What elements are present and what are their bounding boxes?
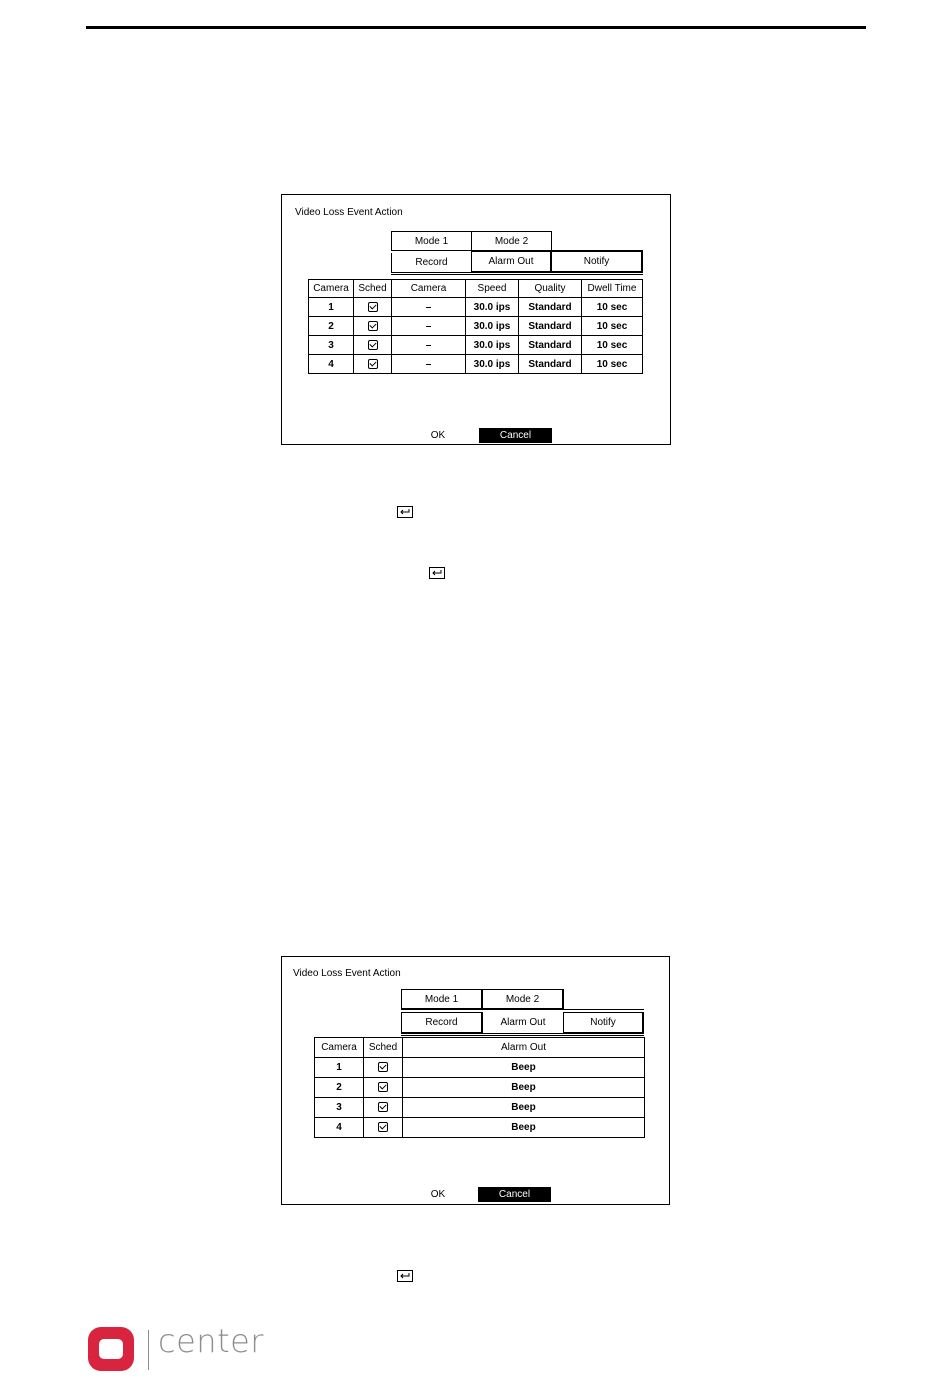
cancel-button[interactable]: Cancel (478, 1187, 551, 1202)
col-alarm-out: Alarm Out (403, 1038, 645, 1058)
alarm-out-cell[interactable]: Beep (403, 1098, 645, 1118)
alarm-out-table (314, 1037, 645, 1138)
tab-alarm-out[interactable]: Alarm Out (482, 1012, 564, 1034)
dialog-title: Video Loss Event Action (295, 207, 403, 218)
dwell-cell[interactable]: 10 sec (582, 317, 643, 336)
camera-link-cell[interactable]: – (392, 317, 466, 336)
enter-key-icon (397, 506, 413, 518)
table-row (309, 317, 643, 336)
table-row (315, 1078, 645, 1098)
dwell-cell[interactable]: 10 sec (582, 336, 643, 355)
col-quality: Quality (519, 280, 582, 298)
alarm-out-cell[interactable]: Beep (403, 1078, 645, 1098)
col-sched: Sched (354, 280, 392, 298)
enter-key-icon (397, 1270, 413, 1282)
col-camera: Camera (315, 1038, 364, 1058)
video-loss-dialog-alarm-out (281, 956, 670, 1205)
schedule-check-icon[interactable] (368, 359, 378, 369)
col-camera-link: Camera (392, 280, 466, 298)
sched-cell[interactable] (364, 1098, 403, 1118)
sched-cell[interactable] (354, 298, 392, 317)
dwell-cell[interactable]: 10 sec (582, 355, 643, 374)
camera-number: 1 (315, 1058, 364, 1078)
camera-number: 4 (315, 1118, 364, 1138)
speed-cell[interactable]: 30.0 ips (466, 336, 519, 355)
schedule-check-icon[interactable] (368, 340, 378, 350)
table-row (315, 1058, 645, 1078)
top-rule (86, 26, 866, 29)
speed-cell[interactable]: 30.0 ips (466, 317, 519, 336)
sched-cell[interactable] (354, 355, 392, 374)
schedule-check-icon[interactable] (378, 1102, 388, 1112)
tab-mode-1[interactable]: Mode 1 (401, 989, 483, 1010)
sched-cell[interactable] (364, 1118, 403, 1138)
quality-cell[interactable]: Standard (519, 317, 582, 336)
tab-base-line (401, 1035, 644, 1036)
quality-cell[interactable]: Standard (519, 355, 582, 374)
tab-notify[interactable]: Notify (551, 251, 643, 273)
table-row (309, 298, 643, 317)
schedule-check-icon[interactable] (378, 1082, 388, 1092)
speed-cell[interactable]: 30.0 ips (466, 355, 519, 374)
tab-mode-2[interactable]: Mode 2 (482, 989, 564, 1010)
col-dwell-time: Dwell Time (582, 280, 643, 298)
tab-record[interactable]: Record (401, 1012, 483, 1034)
tab-alarm-out[interactable]: Alarm Out (471, 251, 552, 273)
schedule-check-icon[interactable] (378, 1062, 388, 1072)
camera-number: 3 (315, 1098, 364, 1118)
table-row (309, 336, 643, 355)
col-camera: Camera (309, 280, 354, 298)
table-row (315, 1118, 645, 1138)
ok-button[interactable]: OK (418, 1188, 458, 1202)
logo-divider (148, 1330, 149, 1370)
tab-record[interactable]: Record (391, 253, 472, 273)
camera-number: 4 (309, 355, 354, 374)
col-sched: Sched (364, 1038, 403, 1058)
camera-number: 3 (309, 336, 354, 355)
sched-cell[interactable] (354, 317, 392, 336)
camera-link-cell[interactable]: – (392, 355, 466, 374)
dialog-title: Video Loss Event Action (293, 968, 401, 979)
video-loss-dialog-record (281, 194, 671, 445)
camera-link-cell[interactable]: – (392, 336, 466, 355)
schedule-check-icon[interactable] (368, 321, 378, 331)
center-logo (88, 1322, 268, 1375)
logo-text: center (158, 1322, 264, 1360)
tab-mode-2[interactable]: Mode 2 (471, 231, 552, 251)
camera-number: 2 (309, 317, 354, 336)
alarm-out-cell[interactable]: Beep (403, 1058, 645, 1078)
ok-button[interactable]: OK (418, 429, 458, 443)
table-row (315, 1098, 645, 1118)
record-table (308, 279, 643, 374)
tab-divider (401, 1009, 644, 1010)
dwell-cell[interactable]: 10 sec (582, 298, 643, 317)
sched-cell[interactable] (354, 336, 392, 355)
alarm-out-cell[interactable]: Beep (403, 1118, 645, 1138)
tab-mode-1[interactable]: Mode 1 (391, 231, 472, 251)
quality-cell[interactable]: Standard (519, 336, 582, 355)
col-speed: Speed (466, 280, 519, 298)
tab-notify[interactable]: Notify (563, 1012, 644, 1034)
camera-number: 1 (309, 298, 354, 317)
sched-cell[interactable] (364, 1078, 403, 1098)
camera-link-cell[interactable]: – (392, 298, 466, 317)
tab-base-line (391, 274, 643, 275)
camera-number: 2 (315, 1078, 364, 1098)
enter-key-icon (429, 567, 445, 579)
logo-mark-icon (88, 1327, 134, 1371)
cancel-button[interactable]: Cancel (479, 428, 552, 443)
sched-cell[interactable] (364, 1058, 403, 1078)
quality-cell[interactable]: Standard (519, 298, 582, 317)
schedule-check-icon[interactable] (368, 302, 378, 312)
speed-cell[interactable]: 30.0 ips (466, 298, 519, 317)
table-row (309, 355, 643, 374)
schedule-check-icon[interactable] (378, 1122, 388, 1132)
